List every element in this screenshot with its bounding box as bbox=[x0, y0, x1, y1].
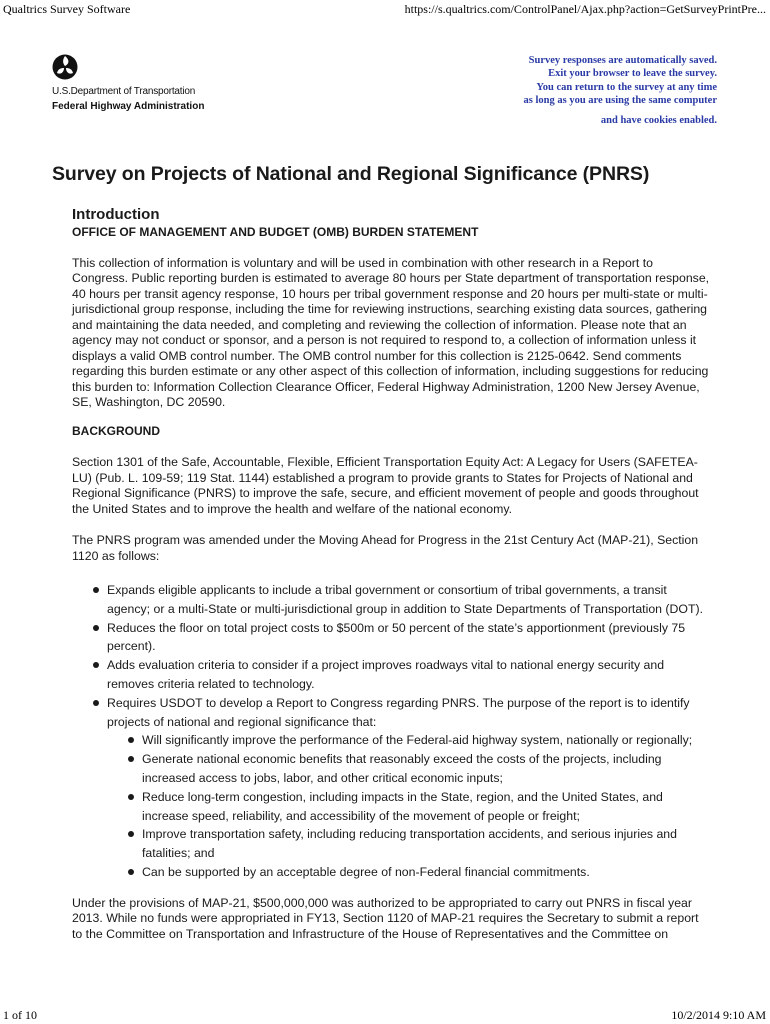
list-item: Improve transportation safety, including reducing transportation accidents, and serious injuries and fatalities; and bbox=[142, 825, 712, 863]
background-paragraph-3: Under the provisions of MAP-21, $500,000,000 was authorized to be appropriated to carry out PNRS in fiscal year 2013. While no funds were appropriated in FY13, Section 1120 of MAP-21 requires the Secretary to submit a report to the Committee on Transportation and Infrastructure of the House of Representatives and the Committee on bbox=[72, 895, 699, 941]
autosave-line-5: and have cookies enabled. bbox=[600, 115, 717, 127]
list-item: Expands eligible applicants to include a tribal government or consortium of tribal governments, a transit agency; or a multi-State or multi-jurisdictional group in addition to State Departments of Transportation (DOT). bbox=[107, 581, 712, 619]
survey-content bbox=[72, 206, 712, 942]
dot-triskelion-logo-icon bbox=[52, 52, 78, 82]
print-footer bbox=[0, 1008, 770, 1024]
autosave-line-2: Exit your browser to leave the survey. bbox=[548, 68, 717, 80]
autosave-line-4: as long as you are using the same computer bbox=[523, 94, 717, 106]
department-name: U.S.Department of Transportation bbox=[52, 86, 196, 97]
list-item: Reduce long-term congestion, including impacts in the State, region, and the United States, and increase speed, reliability, and accessibility of the movement of people or freight; bbox=[142, 788, 712, 826]
print-timestamp: 10/2/2014 9:10 AM bbox=[671, 1008, 766, 1022]
page-number: 1 of 10 bbox=[3, 1008, 37, 1022]
bullet-icon bbox=[128, 831, 134, 837]
bullet-icon bbox=[128, 737, 134, 743]
bullet-icon bbox=[128, 756, 134, 762]
print-header-title: Qualtrics Survey Software bbox=[3, 2, 131, 16]
list-item: Will significantly improve the performance of the Federal-aid highway system, nationally or regionally; bbox=[142, 731, 712, 750]
dot-fhwa-logo bbox=[52, 52, 212, 114]
bullet-icon bbox=[93, 662, 99, 668]
survey-title: Survey on Projects of National and Regional Significance (PNRS) bbox=[52, 163, 650, 185]
bullet-icon bbox=[128, 869, 134, 875]
list-item: Reduces the floor on total project costs to $500m or 50 percent of the state’s apportionment (previously 75 percent). bbox=[107, 619, 712, 657]
background-paragraph-1: Section 1301 of the Safe, Accountable, Flexible, Efficient Transportation Equity Act: A Legacy for Users (SAFETEA-LU) (Pub. L. 109-59; 119 Stat. 1144) established a program to provide grants to States for Projects of National and Regional Significance (PNRS) to improve the safe, secure, and efficient movement of people and goods throughout the United States and to improve the health and welfare of the national economy. bbox=[72, 455, 699, 516]
list-item: Requires USDOT to develop a Report to Congress regarding PNRS. The purpose of the report is to identify projects of national and regional significance that: Will significantly improve the performance of the Federal-aid highway system, nationally or regionally; Generate national economic benefits that reasonably exceed the costs of the projects, including increased access to jobs, labor, and other critical economic inputs; Reduce long-term congestion, including impacts in the State, region, and the United States, and increase speed, reliability, and accessibility of the movement of people or freight; Improve transportation safety, including reducing transportation accidents, and serious injuries and fatalities; and Can be supported by an acceptable degree of non-Federal financial commitments. bbox=[107, 694, 712, 882]
autosave-line-1: Survey responses are automatically saved. bbox=[528, 55, 717, 66]
autosave-line-3: You can return to the survey at any time bbox=[536, 81, 717, 93]
list-item: Adds evaluation criteria to consider if a project improves roadways vital to national energy security and removes criteria related to technology. bbox=[107, 656, 712, 694]
agency-name: Federal Highway Administration bbox=[52, 101, 205, 112]
background-paragraph-2: The PNRS program was amended under the Moving Ahead for Progress in the 21st Century Act (MAP-21), Section 1120 as follows: bbox=[72, 533, 699, 563]
bullet-icon bbox=[128, 794, 134, 800]
list-item: Can be supported by an acceptable degree of non-Federal financial commitments. bbox=[142, 863, 712, 882]
autosave-notice bbox=[487, 54, 717, 127]
section-heading-introduction: Introduction bbox=[72, 206, 160, 223]
report-criteria-list bbox=[107, 731, 712, 881]
print-header bbox=[0, 0, 770, 18]
omb-heading: OFFICE OF MANAGEMENT AND BUDGET (OMB) BURDEN STATEMENT bbox=[72, 225, 479, 239]
bullet-icon bbox=[93, 700, 99, 706]
omb-statement: This collection of information is voluntary and will be used in combination with other research in a Report to Congress. Public reporting burden is estimated to average 80 hours per State department of transportation response, 40 hours per transit agency response, 10 hours per tribal government response and 20 hours per multi-state or multi-jurisdictional group response, including the time for reviewing instructions, searching existing data sources, gathering and maintaining the data needed, and completing and reviewing the collection of information. Please note that an agency may not conduct or sponsor, and a person is not required to respond to, a collection of information unless it displays a valid OMB control number. The OMB control number for this collection is 2125-0642. Send comments regarding this burden estimate or any other aspect of this collection of information, including suggestions for reducing this burden to: Information Collection Clearance Officer, Federal Highway Administration, 1200 New Jersey Avenue, SE, Washington, DC 20590. bbox=[72, 255, 710, 409]
background-heading: BACKGROUND bbox=[72, 423, 160, 438]
bullet-icon bbox=[93, 625, 99, 631]
amendments-list bbox=[72, 581, 712, 882]
bullet-icon bbox=[93, 587, 99, 593]
list-item: Generate national economic benefits that reasonably exceed the costs of the projects, including increased access to jobs, labor, and other critical economic inputs; bbox=[142, 750, 712, 788]
print-header-url: https://s.qualtrics.com/ControlPanel/Ajax.php?action=GetSurveyPrintPre... bbox=[404, 2, 766, 16]
